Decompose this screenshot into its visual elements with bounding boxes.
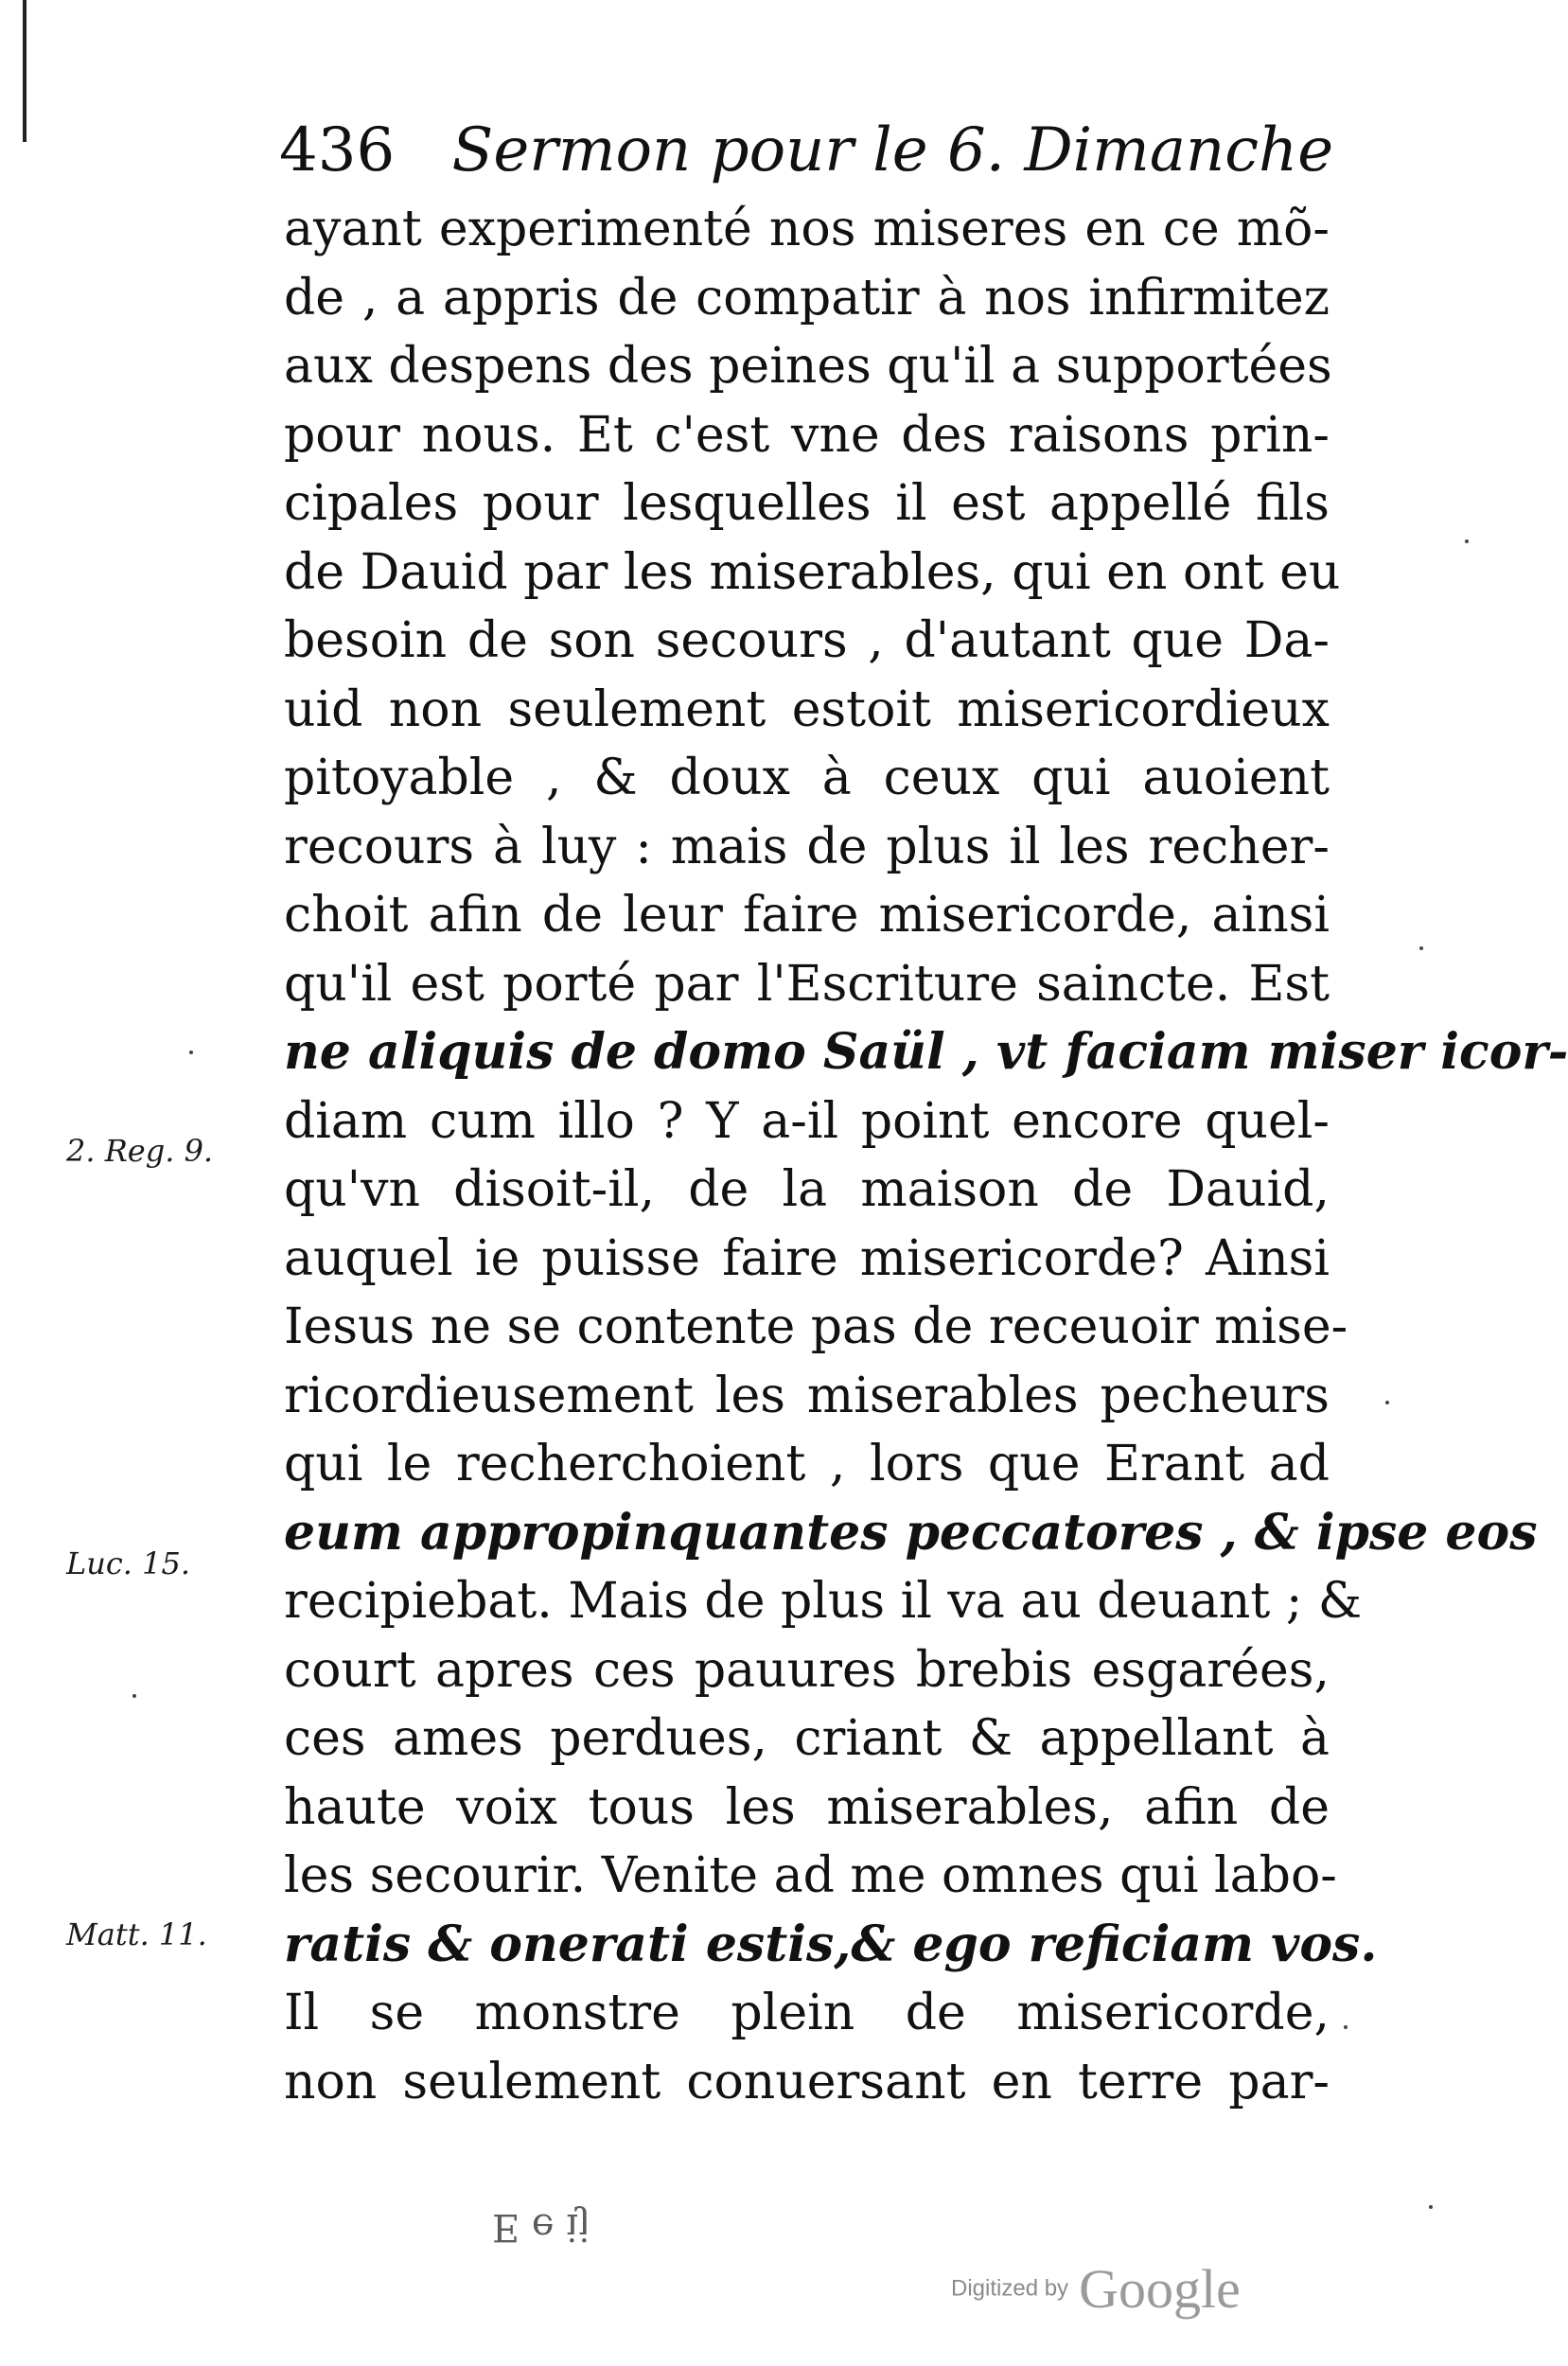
paper-speck (189, 1051, 193, 1054)
latin-quote-line: ratis & onerati estis,& ego reficiam vos. (284, 1915, 1378, 1973)
text-line: qu'il est porté par l'Escriture saincte. Est (284, 955, 1330, 1013)
text-line: qui le recherchoient , lors que Erant ad (284, 1436, 1330, 1492)
text-line: non seulement conuersant en terre par- (284, 2053, 1330, 2110)
text-line: Il se monstre plein de misericorde, (284, 1985, 1330, 2041)
text-line: diam cum illo ? Y a-il point encore quel- (284, 1092, 1330, 1150)
paper-speck (132, 1694, 136, 1698)
text-line: choit afin de leur faire misericorde, ainsi (284, 887, 1330, 944)
text-line: besoin de son secours , d'autant que Da- (284, 612, 1330, 669)
body-text (284, 195, 1568, 2116)
latin-quote-line: ne aliquis de domo Saül , vt faciam miser icor- (284, 1023, 1568, 1081)
text-line: court apres ces pauures brebis esgarées, (284, 1641, 1330, 1699)
margin-note-reference: Luc. 15. (66, 1545, 191, 1581)
digitized-watermark (951, 2257, 1241, 2321)
running-head-title: Sermon pour le 6. Dimanche (451, 115, 1334, 185)
text-line: pour nous. Et c'est vne des raisons prin- (284, 406, 1330, 464)
text-line: cipales pour lesquelles il est appellé fils (284, 475, 1330, 532)
text-line: de Dauid par les miserables, qui en ont eu (284, 543, 1341, 601)
watermark-prefix: Digitized by (951, 2275, 1069, 2302)
text-line: Iesus ne se contente pas de receuoir mise- (284, 1298, 1348, 1355)
text-line: ayant experimenté nos miseres en ce mõ- (284, 201, 1330, 257)
text-line: aux despens des peines qu'il a supportées (284, 338, 1332, 395)
text-line: recipiebat. Mais de plus il va au deuant ; & (284, 1573, 1363, 1630)
catchword-signature: E e ij (492, 2205, 590, 2249)
text-line: ces ames perdues, criant & appellant à (284, 1710, 1330, 1767)
text-line: ricordieusement les miserables pecheurs (284, 1367, 1330, 1424)
text-line: pitoyable , & doux à ceux qui auoient (284, 750, 1330, 806)
paper-speck (1429, 2205, 1433, 2209)
paper-speck (1385, 1401, 1389, 1404)
text-line: de , a appris de compatir à nos infirmitez (284, 269, 1330, 327)
text-line: auquel ie puisse faire misericorde? Ainsi (284, 1229, 1330, 1287)
watermark-brand: Google (1079, 2258, 1241, 2320)
latin-quote-line: eum appropinquantes peccatores , & ipse eos (284, 1503, 1538, 1562)
text-line: uid non seulement estoit misericordieux (284, 680, 1330, 738)
text-line: recours à luy : mais de plus il les recher- (284, 818, 1330, 875)
text-line: les secourir. Venite ad me omnes qui labo- (284, 1847, 1337, 1904)
paper-speck (1465, 539, 1469, 543)
page-number: 436 (279, 115, 396, 185)
running-head (279, 112, 1348, 189)
text-line: haute voix tous les miserables, afin de (284, 1778, 1330, 1836)
paper-speck (1419, 946, 1423, 950)
text-line: qu'vn disoit-il, de la maison de Dauid, (284, 1161, 1330, 1218)
paper-speck (1344, 2025, 1348, 2029)
binding-edge-line (23, 0, 26, 142)
margin-note-reference: Matt. 11. (66, 1916, 207, 1952)
margin-note-reference: 2. Reg. 9. (66, 1133, 214, 1169)
